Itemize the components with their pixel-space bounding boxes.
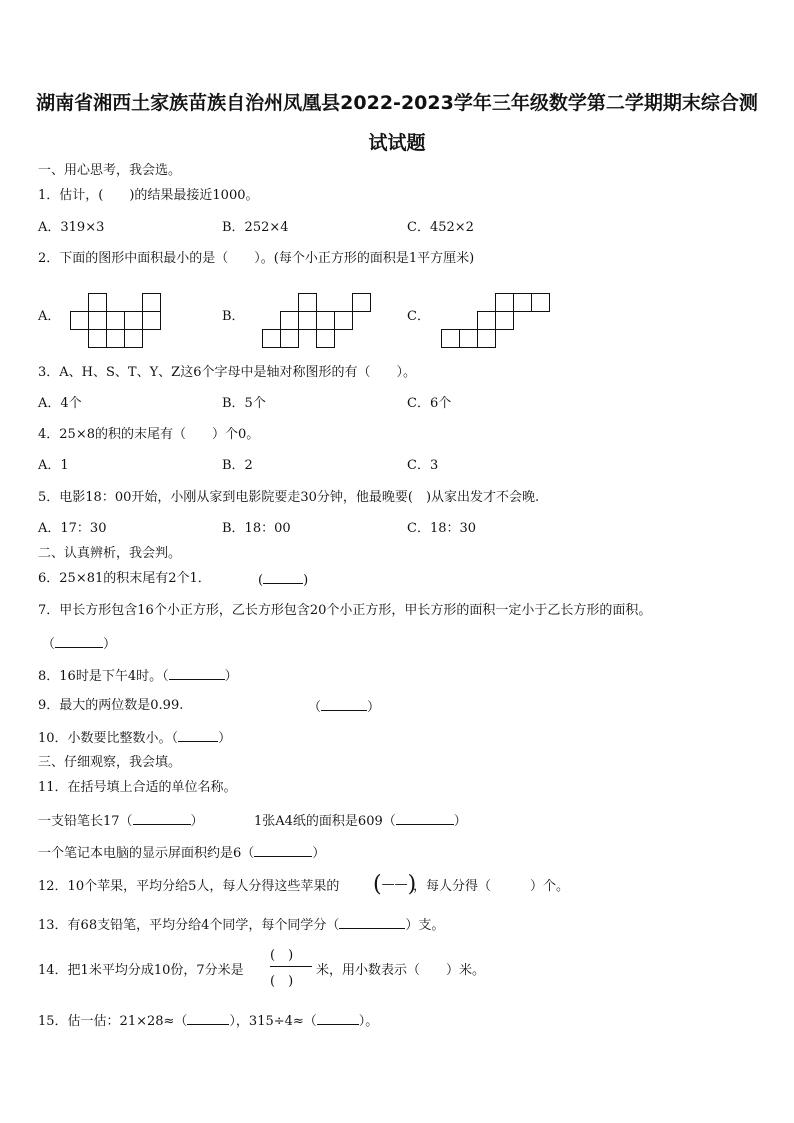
question-5-option-c: C．18：30	[407, 521, 477, 536]
question-9: 9．最大的两位数是0.99.	[38, 698, 184, 713]
question-10-line	[38, 729, 231, 747]
question-15-blank-2[interactable]	[317, 1012, 359, 1025]
question-5: 5．电影18：00开始，小刚从家到电影院要走30分钟，他最晚要( )从家出发才不会晚.	[38, 490, 540, 505]
paren-right: ）	[103, 637, 117, 652]
question-2: 2．下面的图形中面积最小的是（ ）。(每个小正方形的面积是1平方厘米)	[38, 251, 475, 266]
question-15-line: 15．估一估：21×28≈（ ），315÷4≈（ ）。	[38, 1014, 379, 1029]
paren-left: (	[258, 573, 264, 588]
question-11: 11．在括号填上合适的单位名称。	[38, 780, 237, 795]
question-6: 6．25×81的积末尾有2个1．	[38, 571, 211, 586]
question-3-option-a: A．4个	[38, 396, 82, 411]
question-2-option-b: B．	[222, 309, 245, 324]
question-11-blank-2[interactable]	[396, 812, 454, 825]
section-2-heading: 二、认真辨析，我会判。	[38, 546, 182, 561]
question-1-option-a: A．319×3	[38, 220, 105, 235]
figure-b-grid	[262, 292, 374, 348]
question-5-option-b: B．18：00	[222, 521, 291, 536]
question-8-answer-blank[interactable]: （ ）	[162, 669, 238, 684]
question-6-answer-blank[interactable]	[258, 571, 308, 589]
question-9-answer-blank[interactable]: （ ）	[308, 700, 381, 715]
question-12: 12．10个苹果，平均分给5人，每人分得这些苹果的	[38, 879, 340, 894]
question-10-answer-blank[interactable]: （ ）	[171, 731, 232, 746]
section-3-heading: 三、仔细观察，我会填。	[38, 755, 182, 770]
question-1: 1．估计，( )的结果最接近1000。	[38, 188, 259, 203]
figure-a-grid	[70, 292, 166, 348]
question-4-option-b: B．2	[222, 458, 253, 473]
paren-right: )	[303, 573, 309, 588]
question-14-end: 米，用小数表示（ ）米。	[316, 963, 486, 978]
question-11-part-2: 1张A4纸的面积是609（ ）	[254, 814, 467, 829]
question-8-line	[38, 667, 238, 685]
question-13-blank[interactable]	[339, 916, 405, 929]
question-2-option-c: C．	[407, 309, 430, 324]
question-5-option-a: A．17：30	[38, 521, 107, 536]
document-title-line1: 湖南省湘西土家族苗族自治州凤凰县2022-2023学年三年级数学第二学期期末综合测	[36, 92, 758, 114]
question-1-option-b: B．252×4	[222, 220, 289, 235]
question-3: 3．A、H、S、T、Y、Z这6个字母中是轴对称图形的有（ ）。	[38, 365, 416, 380]
question-7: 7．甲长方形包含16个小正方形，乙长方形包含20个小正方形，甲长方形的面积一定小于乙长方形的面积。	[38, 603, 652, 618]
question-4: 4．25×8的积的末尾有（ ）个0。	[38, 427, 260, 442]
question-2-option-a: A．	[38, 309, 61, 324]
question-13: 13．有68支铅笔，平均分给4个同学，每个同学分（	[38, 918, 340, 933]
question-4-option-c: C．3	[407, 458, 439, 473]
question-11-blank-3[interactable]	[254, 844, 312, 857]
question-3-option-c: C．6个	[407, 396, 452, 411]
question-14: 14．把1米平均分成10份，7分米是	[38, 963, 244, 978]
figure-c-grid	[441, 292, 553, 348]
question-13-line: 13．有68支铅笔，平均分给4个同学，每个同学分（ ）支。	[38, 918, 445, 933]
question-10: 10．小数要比整数小。	[38, 731, 172, 746]
question-3-option-b: B．5个	[222, 396, 266, 411]
question-7-answer-blank[interactable]	[42, 635, 116, 653]
question-11-part-1: 一支铅笔长17（ ）	[38, 814, 204, 829]
paren-left: （	[42, 637, 56, 652]
section-1-heading: 一、用心思考，我会选。	[38, 163, 182, 178]
question-15: 15．估一估：21×28≈（	[38, 1014, 188, 1029]
document-title-line2: 试试题	[368, 132, 426, 154]
question-11-blank-1[interactable]	[133, 812, 191, 825]
question-15-blank-1[interactable]	[187, 1012, 229, 1025]
question-8: 8．16时是下午4时。	[38, 669, 163, 684]
question-11-part-3: 一个笔记本电脑的显示屏面积约是6（ ）	[38, 846, 326, 861]
question-12-end: ，每人分得（ ）个。	[413, 879, 570, 894]
question-14-fraction-blank[interactable]: ( ) ( )	[270, 944, 312, 990]
question-4-option-a: A．1	[38, 458, 69, 473]
question-12-fraction-blank[interactable]: (——)	[373, 872, 417, 897]
question-1-option-c: C．452×2	[407, 220, 474, 235]
